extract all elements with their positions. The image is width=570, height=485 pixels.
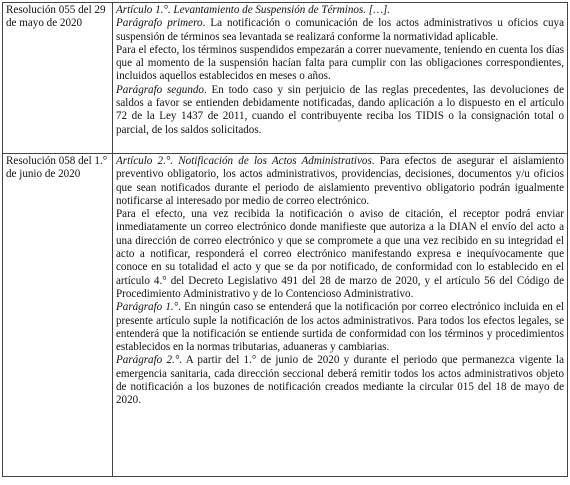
paragraph xyxy=(116,354,564,407)
resolution-reference-cell xyxy=(3,3,113,154)
paragraph-text: . La notificación o comunicación de los actos administrativos u oficios cuya suspensión de términos sea levantada se realizará conforme la normatividad aplicable. xyxy=(116,17,564,43)
table-row xyxy=(3,3,568,154)
paragraph xyxy=(116,17,564,44)
paragraph-lead: Parágrafo 2.° xyxy=(116,354,180,367)
paragraph-text: Para el efecto, los términos suspendidos empezarán a correr nuevamente, teniendo en cuenta los días que al momento de la suspensión hacían falta para cumplir con las obligaciones correspondientes, incluidos aquellos establecidos en meses o años. xyxy=(116,43,564,83)
resolution-reference: Resolución 058 del 1.° de junio de 2020 xyxy=(6,155,108,181)
paragraph-text: . En todo caso y sin perjuicio de las reglas precedentes, las devoluciones de saldos a favor se entienden debidamente notificadas, dando aplicación a lo dispuesto en el artículo 72 de la Ley 1437 de 2011, cuando el contribuyente reciba los TIDIS o la consignación total o parcial, de los saldos solicitados. xyxy=(116,83,564,136)
article-heading: Artículo 1.°. Levantamiento de Suspensión de Términos. […]. xyxy=(116,4,391,16)
paragraph xyxy=(116,301,564,354)
resolution-text-cell xyxy=(113,154,568,477)
resolution-reference-cell xyxy=(3,154,113,477)
resolution-text-cell xyxy=(113,3,568,154)
paragraph-text: . A partir del 1.° de junio de 2020 y durante el periodo que permanezca vigente la emergencia sanitaria, cada dirección seccional deberá remitir todos los actos administrativos objeto de notificación a los buzones de notificación creados mediante la circular 015 del 18 de mayo de 2020. xyxy=(116,354,565,407)
article-heading-text: . Para efectos de asegurar el aislamiento preventivo obligatorio, los actos administrativos, providencias, decisiones, documentos y/u oficios que sean notificados durante el periodo de aislamiento preventivo obligatorio podrán igualmente notificarse al interesado por medio de correo electrónico. xyxy=(116,155,564,207)
paragraph-lead: Parágrafo primero xyxy=(116,17,203,30)
paragraph xyxy=(116,208,564,301)
resolutions-table xyxy=(2,2,568,477)
resolution-reference: Resolución 055 del 29 de mayo de 2020 xyxy=(6,4,106,30)
paragraph xyxy=(116,44,564,84)
paragraph xyxy=(116,84,564,137)
table-row xyxy=(3,154,568,477)
paragraph-lead: Parágrafo segundo xyxy=(116,83,204,96)
article-heading: Artículo 2.°. Notificación de los Actos Administrativos. Para efectos de asegurar el aislamiento preventivo obligatorio, los actos administrativos, providencias, decisiones, documentos y/u oficios que sean notificados durante el periodo de aislamiento preventivo obligatorio podrán igualmente notificarse al interesado por medio de correo electrónico. xyxy=(116,155,564,207)
paragraph-lead: Parágrafo 1.° xyxy=(116,301,179,314)
paragraph-text: . En ningún caso se entenderá que la notificación por correo electrónico incluida en el presente artículo suple la notificación de los actos administrativos. Para todos los efectos legales, se entenderá que la notificación se entiende surtida de conformidad con los términos y procedimientos establecidos en la normas tributarias, aduaneras y cambiarias. xyxy=(116,301,565,354)
paragraph-text: Para el efecto, una vez recibida la notificación o aviso de citación, el receptor podrá enviar inmediatamente un correo electrónico donde manifieste que autoriza a la DIAN el envío del acto a una dirección de correo electrónico y que se compromete a que una vez recibido en su integridad el acto a notificar, responderá el correo electrónico manifestando expresa e inequívocamente que conoce en su totalidad el acto y que se da por notificado, de conformidad con lo establecido en el artículo 4.° del Decreto Legislativo 491 del 28 de marzo de 2020, y el artículo 56 del Código de Procedimiento Administrativo y de lo Contencioso Administrativo. xyxy=(116,208,564,300)
